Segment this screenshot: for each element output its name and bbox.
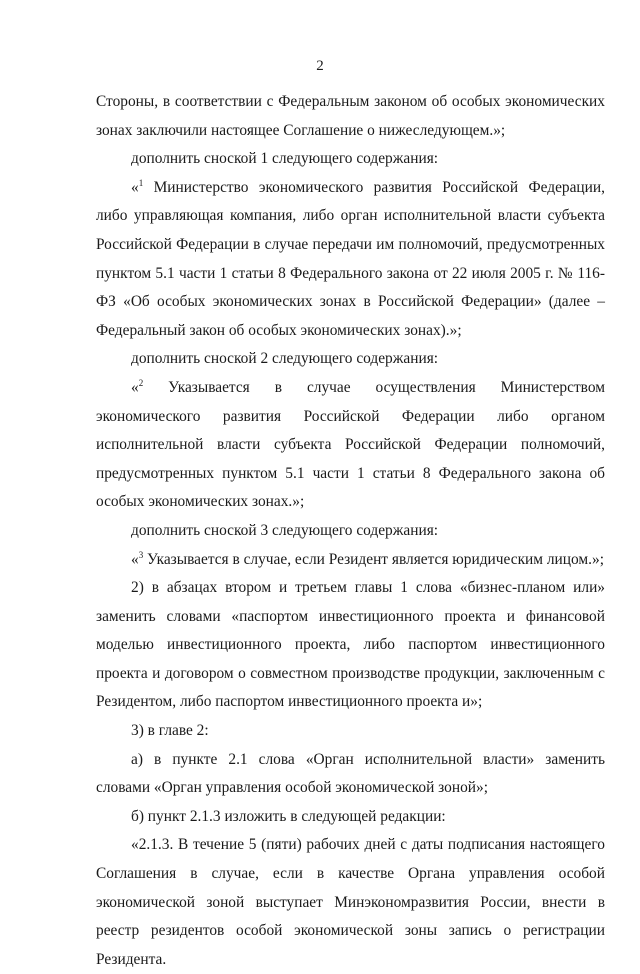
paragraph-footnote-1-intro: дополнить сноской 1 следующего содержания: [131,150,439,168]
paragraph-footnote-3-text: «$^3$ Указывается в случае, если Резидент является юридическим лицом.»; [131,549,604,568]
paragraph-preamble: Стороны, в соответствии с Федеральным законом об особых экономических зонах заключили настоящее Соглашение о нижеследующем.»; [96,93,605,139]
page-number: 2 [316,58,324,74]
paragraph-footnote-1-text: «$^1$ Министерство экономического развития Российской Федерации, либо управляющая компания, либо орган исполнительной власти субъекта Российской Федерации в случае передачи им полномочий, предусмотренных пунктом 5.1 части 1 статьи 8 Федерального закона от 22 июля 2005 г. № 116-ФЗ «Об особых экономических зонах в Российской Федерации» (далее – Федеральный закон об особых экономических зонах).»; [96,177,605,339]
paragraph-clause-2-1-3: «2.1.3. В течение 5 (пяти) рабочих дней с даты подписания настоящего Соглашения в случае, если в качестве Органа управления особой экономической зоной выступает Минэкономразвития России, внести в реестр резидентов особой экономической зоны запись о регистрации Резидента. [96,836,605,968]
paragraph-footnote-3-intro: дополнить сноской 3 следующего содержания: [131,521,439,539]
paragraph-footnote-2-text: «$^2$ Указывается в случае осуществления Министерством экономического развития Российской Федерации либо органом исполнительной власти субъекта Российской Федерации полномочий, предусмотренных пунктом 5.1 части 1 статьи 8 Федерального закона об особых экономических зонах.»; [96,377,605,511]
paragraph-item-2: 2) в абзацах втором и третьем главы 1 слова «бизнес-планом или» заменить словами «паспортом инвестиционного проекта и финансовой моделью инвестиционного проекта, либо паспортом инвестиционного проекта и договором о совместном производстве продукции, заключенным с Резидентом, либо паспортом инвестиционного проекта и»; [96,579,605,711]
document-body [96,88,605,974]
footnote-marker: 2 [138,377,144,388]
paragraph-footnote-2-intro: дополнить сноской 2 следующего содержания: [131,350,439,368]
paragraph-item-3b: б) пункт 2.1.3 изложить в следующей редакции: [131,807,446,825]
paragraph-item-3a: а) в пункте 2.1 слова «Орган исполнительной власти» заменить словами «Орган управления особой экономической зоной»; [96,750,605,797]
footnote-marker: 1 [138,177,144,188]
paragraph-item-3: 3) в главе 2: [131,722,209,740]
footnote-marker: 3 [138,549,144,560]
